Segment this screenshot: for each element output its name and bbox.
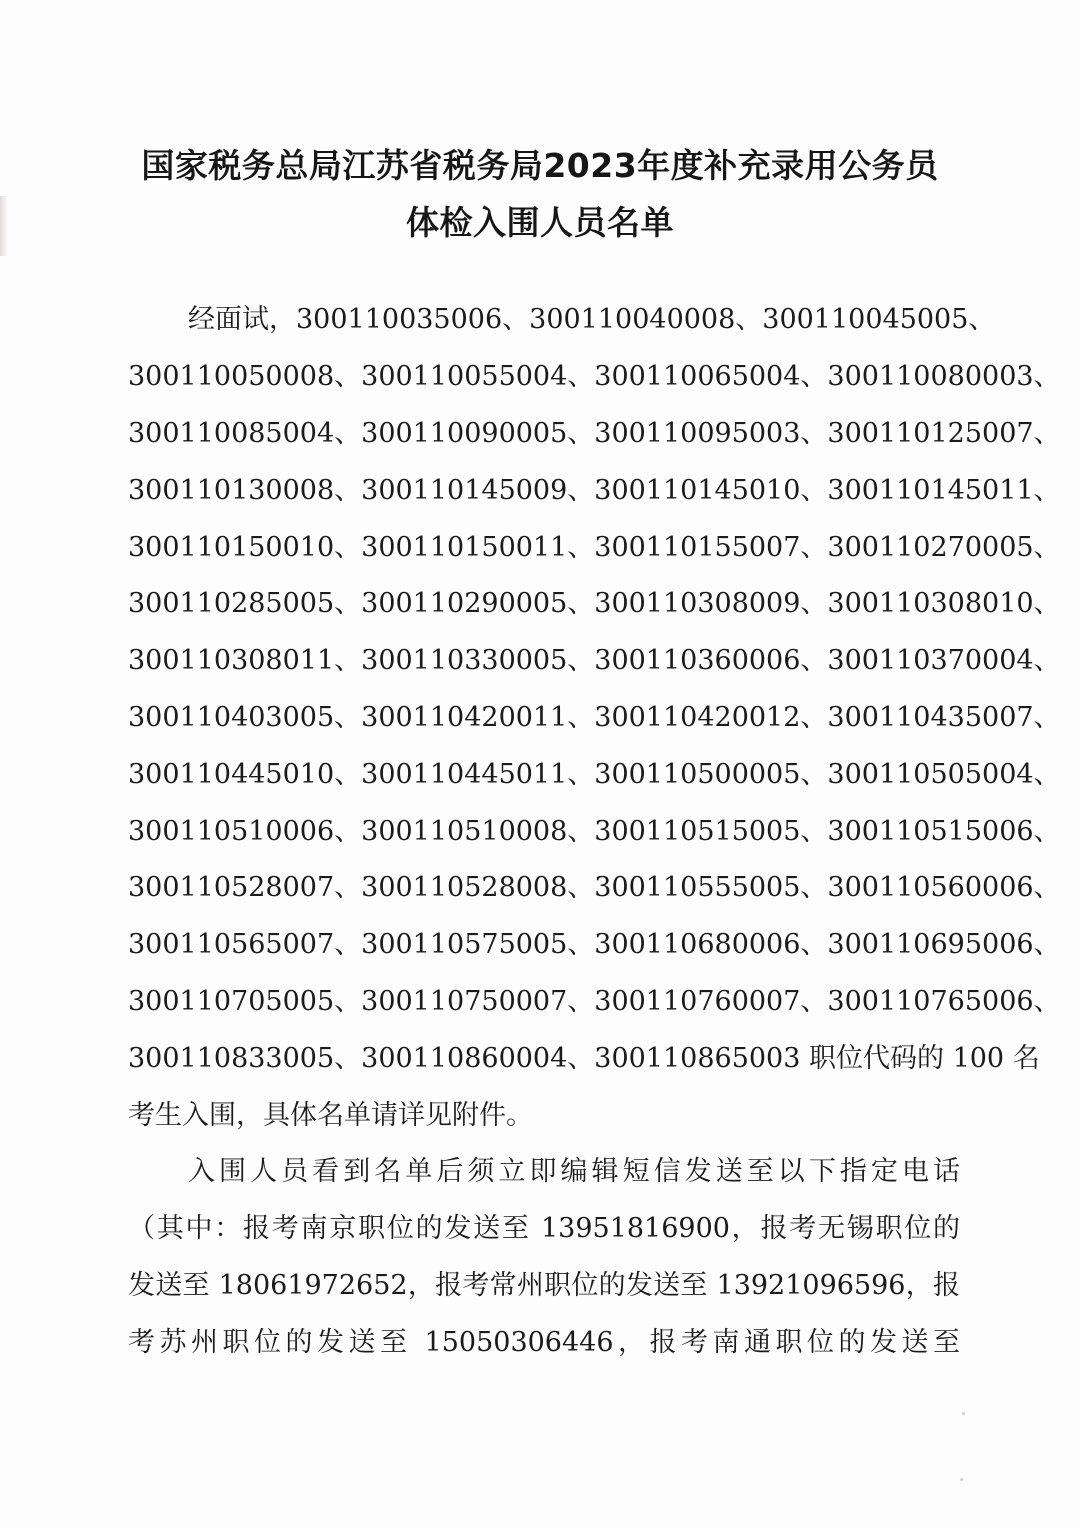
body-line: 入围人员看到名单后须立即编辑短信发送至以下指定电话 <box>188 1156 960 1187</box>
body-line: 300110510006、300110510008、300110515005、300110515006、 <box>128 816 1061 847</box>
body-line: 300110833005、300110860004、300110865003 职位代码的 100 名 <box>128 1043 1040 1074</box>
body-line: 考生入围，具体名单请详见附件。 <box>128 1100 533 1131</box>
body-line: 300110308011、300110330005、300110360006、300110370004、 <box>128 645 1061 676</box>
body-line: 300110528007、300110528008、300110555005、300110560006、 <box>128 872 1061 903</box>
body-line: 300110085004、300110090005、300110095003、300110125007、 <box>128 418 1061 449</box>
body-line: （其中：报考南京职位的发送至 13951816900，报考无锡职位的 <box>128 1213 960 1244</box>
scan-speck <box>960 1478 963 1481</box>
body-line: 300110130008、300110145009、300110145010、300110145011、 <box>128 475 1061 506</box>
body-line: 300110150010、300110150011、300110155007、300110270005、 <box>128 532 1061 563</box>
scan-speck <box>962 1412 965 1415</box>
body-line: 考苏州职位的发送至 15050306446，报考南通职位的发送至 <box>128 1327 960 1358</box>
body-line: 300110050008、300110055004、300110065004、300110080003、 <box>128 361 1061 392</box>
document-title-line-2: 体检入围人员名单 <box>406 203 674 242</box>
body-line: 300110445010、300110445011、300110500005、300110505004、 <box>128 759 1061 790</box>
document-title-line-1: 国家税务总局江苏省税务局2023年度补充录用公务员 <box>141 146 939 185</box>
body-line: 300110403005、300110420011、300110420012、300110435007、 <box>128 702 1061 733</box>
body-line: 300110285005、300110290005、300110308009、300110308010、 <box>128 588 1061 619</box>
body-line: 300110565007、300110575005、300110680006、300110695006、 <box>128 929 1061 960</box>
body-line: 发送至 18061972652，报考常州职位的发送至 13921096596，报 <box>128 1270 960 1301</box>
body-line: 300110705005、300110750007、300110760007、300110765006、 <box>128 986 1061 1017</box>
body-line: 经面试，300110035006、300110040008、300110045005、 <box>188 304 996 335</box>
